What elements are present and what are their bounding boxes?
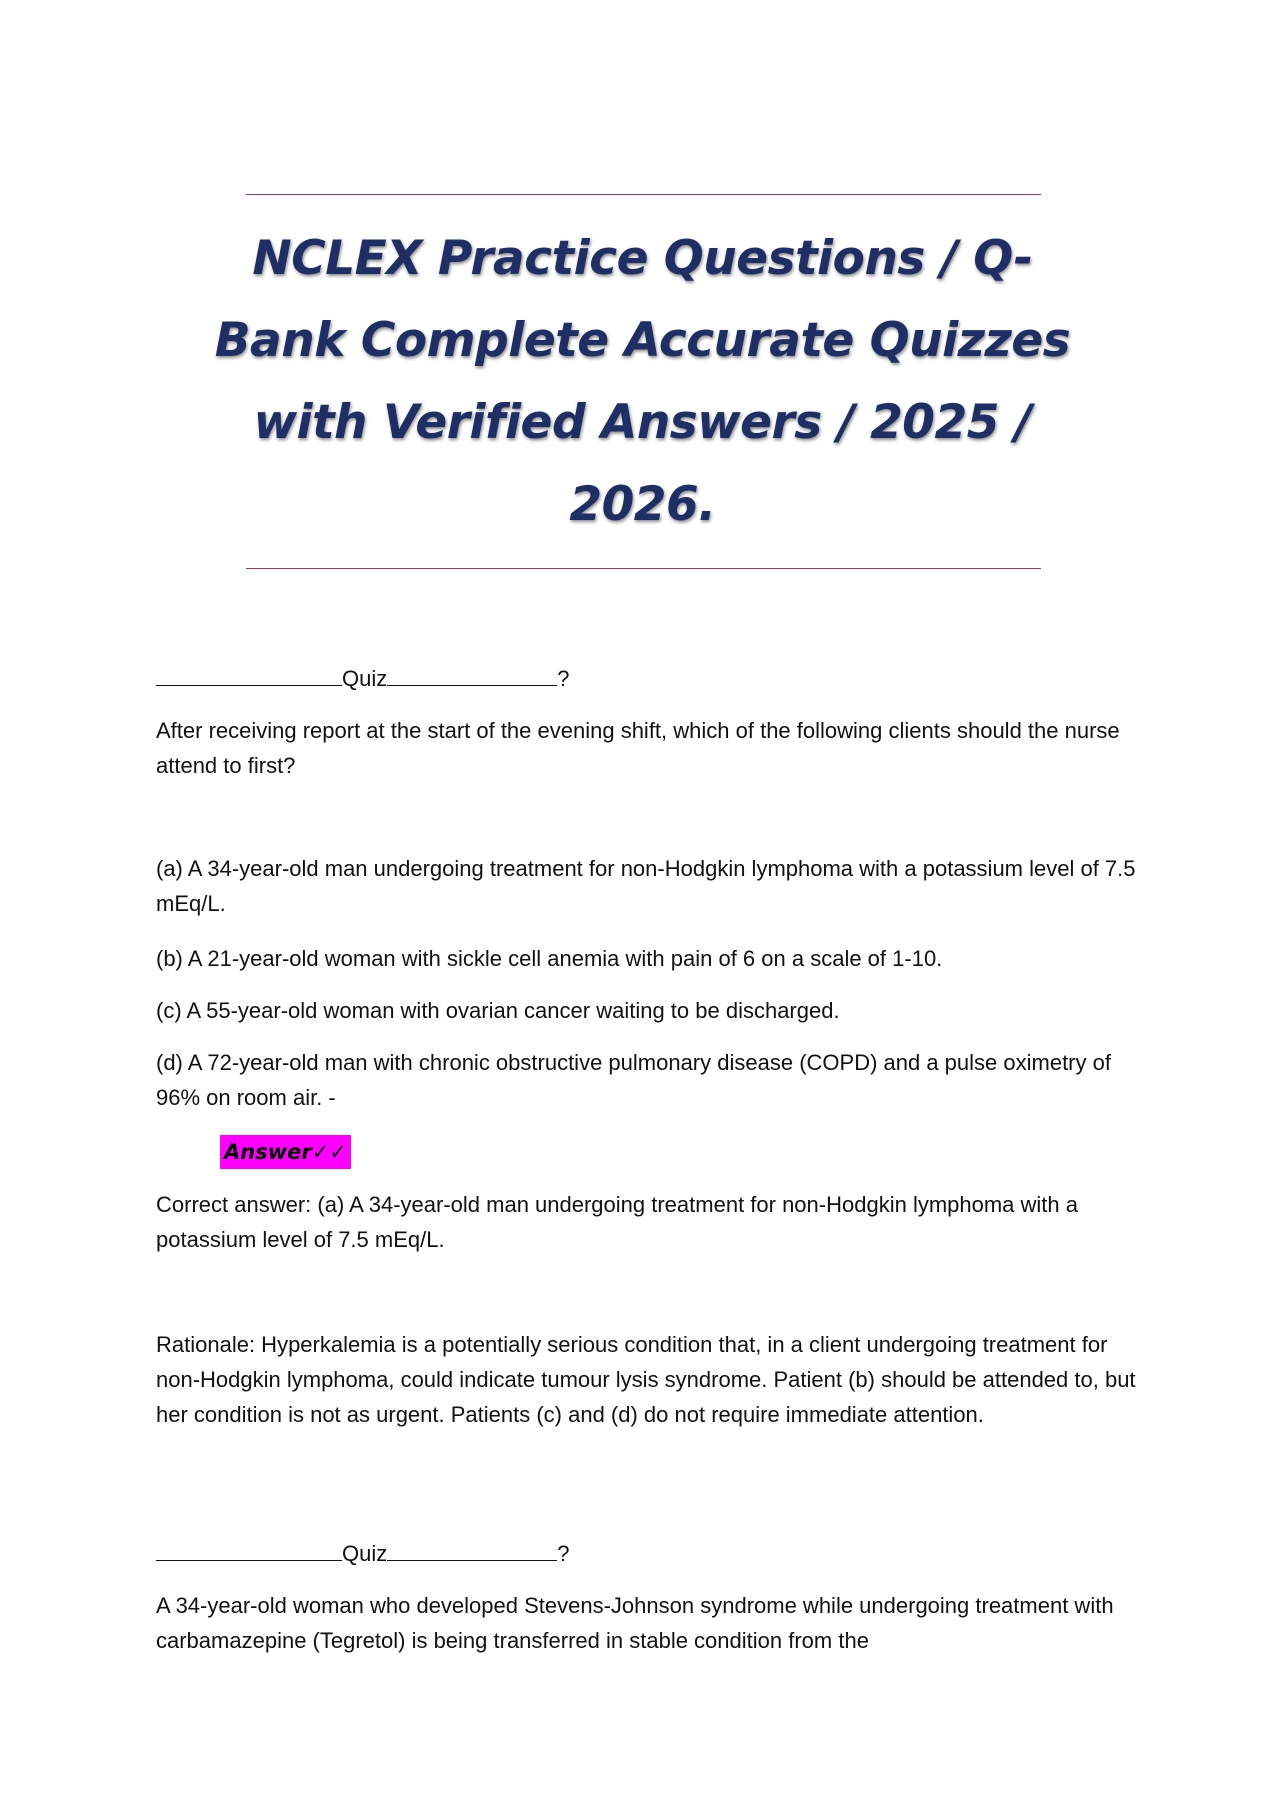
quiz-suffix: ?: [557, 666, 570, 691]
option-b: (b) A 21-year-old woman with sickle cell anemia with pain of 6 on a scale of 1-10.: [156, 946, 943, 971]
option-c: (c) A 55-year-old woman with ovarian cancer waiting to be discharged.: [156, 998, 840, 1023]
title-top-rule: [246, 194, 1041, 195]
quiz-blank-right: [387, 1536, 557, 1561]
quiz-blank-right: [387, 661, 557, 686]
option-d: (d) A 72-year-old man with chronic obstructive pulmonary disease (COPD) and a pulse oximetry of 96% on room air. -: [156, 1050, 1111, 1110]
question-stem-2: A 34-year-old woman who developed Stevens-Johnson syndrome while undergoing treatment with carbamazepine (Tegretol) is being transferred in stable condition from the: [156, 1593, 1114, 1653]
quiz-blank-left: [156, 1536, 342, 1561]
document-title: NCLEX Practice Questions / Q-Bank Complete Accurate Quizzes with Verified Answers / 2025 / 2026.: [214, 231, 1071, 532]
option-a: (a) A 34-year-old man undergoing treatment for non-Hodgkin lymphoma with a potassium level of 7.5 mEq/L.: [156, 856, 1136, 916]
quiz-blank-left: [156, 661, 342, 686]
rationale-1: Rationale: Hyperkalemia is a potentially serious condition that, in a client undergoing treatment for non-Hodgkin lymphoma, could indicate tumour lysis syndrome. Patient (b) should be attended to, but her condition is not as urgent. Patients (c) and (d) do not require immediate attention.: [156, 1332, 1136, 1427]
title-bottom-rule: [246, 568, 1041, 569]
quiz-suffix: ?: [557, 1541, 570, 1566]
quiz-label: Quiz: [342, 1541, 388, 1566]
quiz-label: Quiz: [342, 666, 388, 691]
question-stem-1: After receiving report at the start of the evening shift, which of the following clients should the nurse attend to first?: [156, 718, 1120, 778]
quiz-heading-2: [156, 1536, 570, 1571]
quiz-heading-1: [156, 661, 570, 696]
answer-tag: Answer✓✓: [220, 1135, 351, 1169]
correct-answer-1: Correct answer: (a) A 34-year-old man undergoing treatment for non-Hodgkin lymphoma with a potassium level of 7.5 mEq/L.: [156, 1192, 1079, 1252]
